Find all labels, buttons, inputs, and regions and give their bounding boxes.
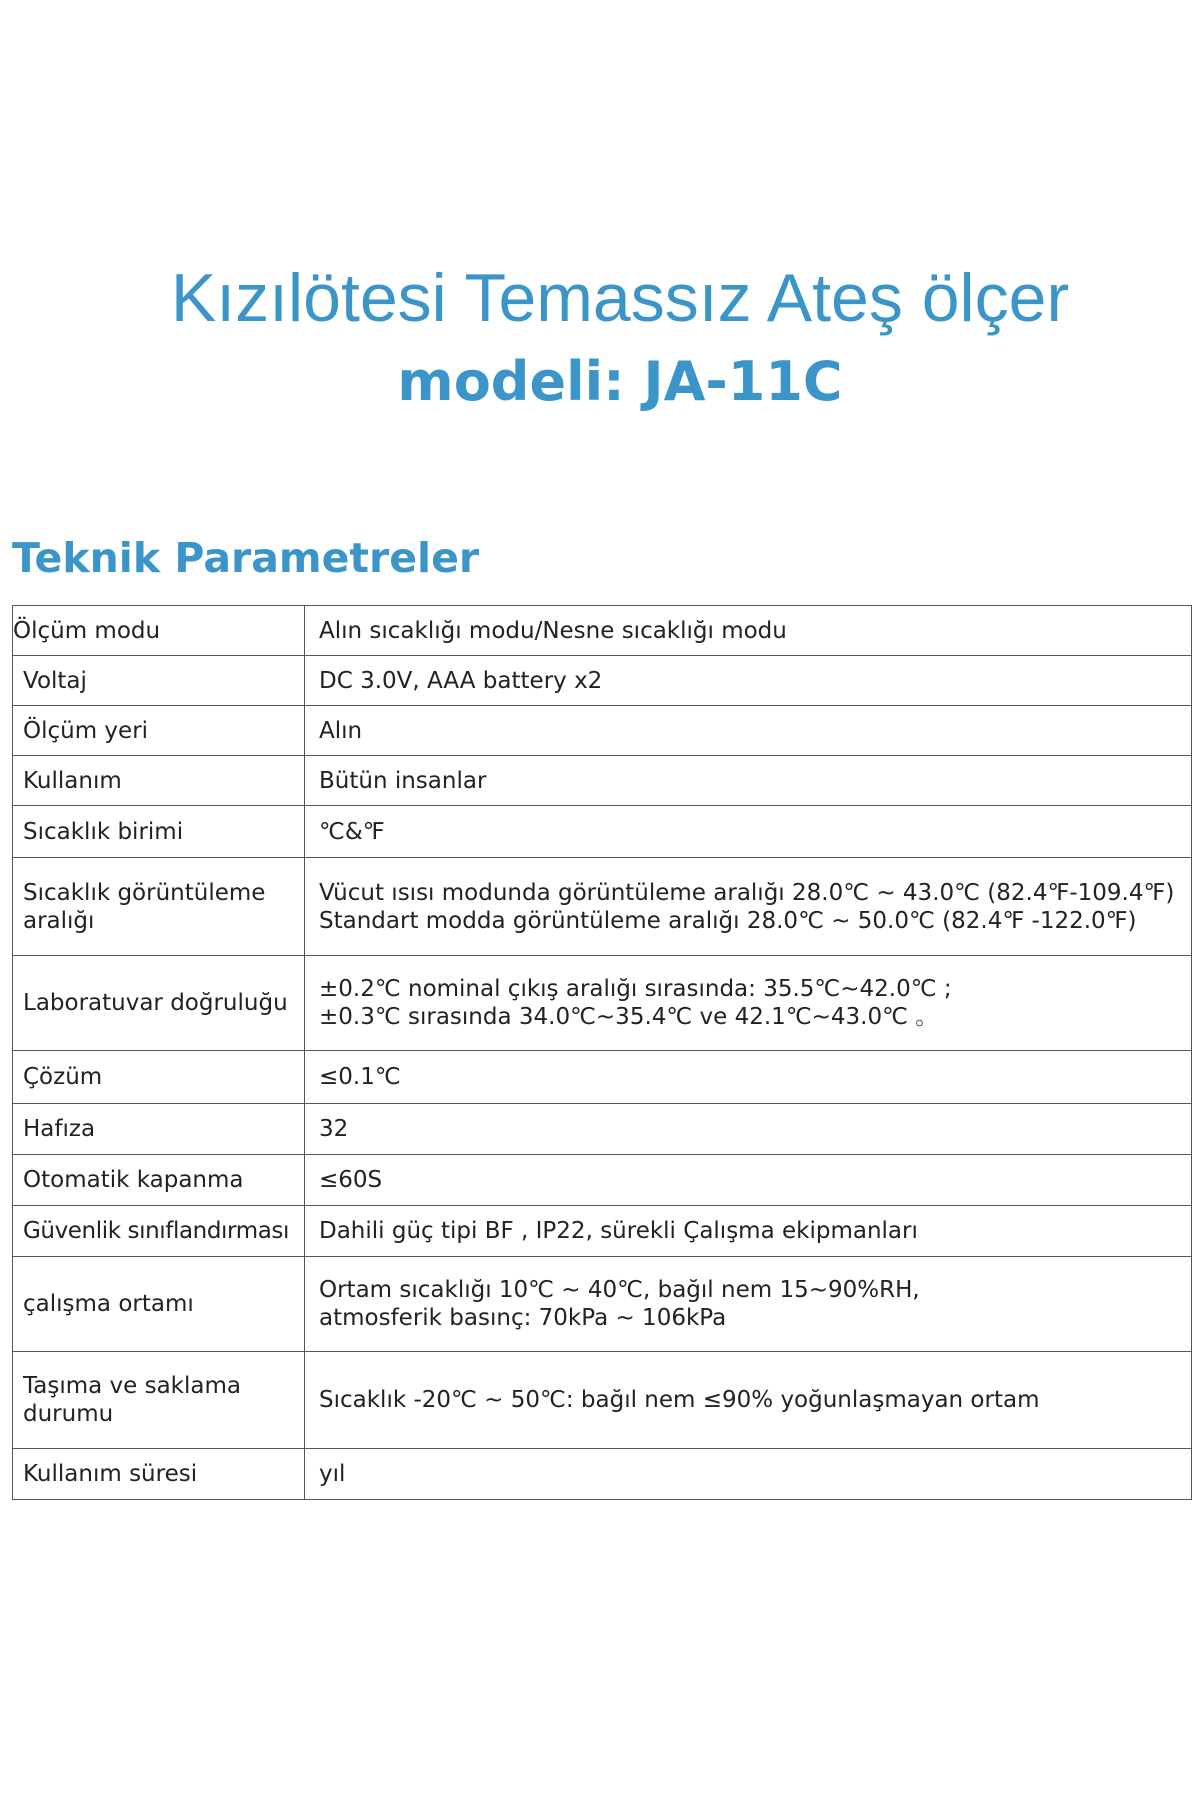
row-label: Otomatik kapanma bbox=[13, 1155, 305, 1206]
value-line: Ortam sıcaklığı 10℃ ~ 40℃, bağıl nem 15~90%RH, bbox=[319, 1277, 920, 1303]
model-subtitle: modeli: JA-11C bbox=[397, 350, 843, 413]
table-row bbox=[13, 1352, 1192, 1449]
row-label: Hafıza bbox=[13, 1104, 305, 1155]
value-line: Sıcaklık -20℃ ~ 50℃: bağıl nem ≤90% yoğunlaşmayan ortam bbox=[319, 1387, 1040, 1413]
table-row bbox=[13, 858, 1192, 956]
row-value bbox=[305, 1104, 1192, 1155]
table-row bbox=[13, 1104, 1192, 1155]
row-value bbox=[305, 1257, 1192, 1352]
table-row bbox=[13, 656, 1192, 706]
table-row bbox=[13, 1155, 1192, 1206]
row-value bbox=[305, 858, 1192, 956]
table-row bbox=[13, 1257, 1192, 1352]
value-line: ℃&℉ bbox=[319, 818, 385, 845]
table-row bbox=[13, 706, 1192, 756]
table-row bbox=[13, 956, 1192, 1051]
row-label: çalışma ortamı bbox=[13, 1257, 305, 1352]
row-value bbox=[305, 756, 1192, 806]
row-value bbox=[305, 1449, 1192, 1500]
row-value bbox=[305, 806, 1192, 858]
value-line: yıl bbox=[319, 1461, 346, 1487]
table-row bbox=[13, 1051, 1192, 1104]
row-value bbox=[305, 706, 1192, 756]
row-value bbox=[305, 1206, 1192, 1257]
row-label: Voltaj bbox=[13, 656, 305, 706]
spec-table bbox=[12, 605, 1192, 1500]
table-row bbox=[13, 606, 1192, 656]
value-line: ±0.3℃ sırasında 34.0℃~35.4℃ ve 42.1℃~43.0℃ 。 bbox=[319, 1004, 939, 1030]
row-label: Laboratuvar doğruluğu bbox=[13, 956, 305, 1051]
value-line: 32 bbox=[319, 1116, 349, 1142]
value-line: Vücut ısısı modunda görüntüleme aralığı 28.0℃ ~ 43.0℃ (82.4℉-109.4℉) bbox=[319, 879, 1175, 906]
table-row bbox=[13, 1206, 1192, 1257]
value-line: DC 3.0V, AAA battery x2 bbox=[319, 667, 603, 694]
value-line: ≤0.1℃ bbox=[319, 1064, 401, 1090]
page-title: Kızılötesi Temassız Ateş ölçer bbox=[170, 260, 1070, 336]
row-label: Taşıma ve saklama durumu bbox=[13, 1352, 305, 1449]
value-line: Alın bbox=[319, 717, 363, 744]
table-row bbox=[13, 1449, 1192, 1500]
section-heading: Teknik Parametreler bbox=[12, 534, 480, 582]
value-line: ≤60S bbox=[319, 1167, 383, 1193]
row-value bbox=[305, 606, 1192, 656]
row-label: Kullanım bbox=[13, 756, 305, 806]
row-label: Sıcaklık görüntüleme aralığı bbox=[13, 858, 305, 956]
value-line: Standart modda görüntüleme aralığı 28.0℃ ~ 50.0℃ (82.4℉ -122.0℉) bbox=[319, 907, 1137, 934]
value-line: Alın sıcaklığı modu/Nesne sıcaklığı modu bbox=[319, 617, 787, 644]
row-value bbox=[305, 1155, 1192, 1206]
value-line: Bütün insanlar bbox=[319, 767, 487, 794]
row-label: Çözüm bbox=[13, 1051, 305, 1104]
table-row bbox=[13, 756, 1192, 806]
row-value bbox=[305, 656, 1192, 706]
row-label: Ölçüm modu bbox=[13, 606, 305, 656]
row-value bbox=[305, 956, 1192, 1051]
row-value bbox=[305, 1352, 1192, 1449]
value-line: ±0.2℃ nominal çıkış aralığı sırasında: 35.5℃~42.0℃ ; bbox=[319, 976, 952, 1002]
row-label: Kullanım süresi bbox=[13, 1449, 305, 1500]
row-label: Sıcaklık birimi bbox=[13, 806, 305, 858]
row-value bbox=[305, 1051, 1192, 1104]
value-line: atmosferik basınç: 70kPa ~ 106kPa bbox=[319, 1305, 727, 1331]
row-label: Ölçüm yeri bbox=[13, 706, 305, 756]
table-row bbox=[13, 806, 1192, 858]
value-line: Dahili güç tipi BF , IP22, sürekli Çalışma ekipmanları bbox=[319, 1218, 918, 1244]
title-block bbox=[0, 258, 1200, 414]
spec-table-body bbox=[13, 606, 1192, 1500]
row-label: Güvenlik sınıflandırması bbox=[13, 1206, 305, 1257]
